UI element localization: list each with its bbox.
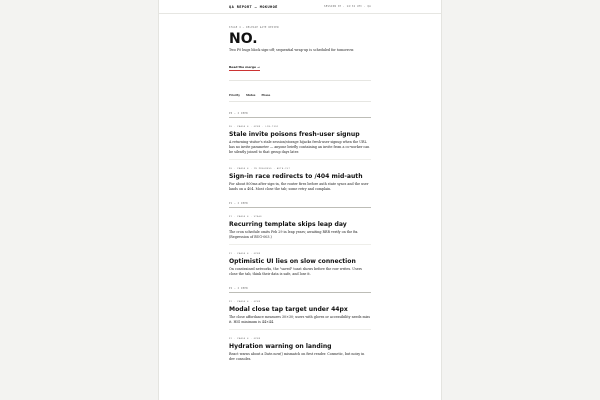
bug-card[interactable] <box>229 293 371 325</box>
bug-title[interactable]: Sign-in race redirects to /404 mid-auth <box>229 173 363 180</box>
bug-tags: P0 · PHASE 4 · OPEN · LIB-7391 <box>229 126 279 128</box>
sort-priority[interactable]: Priority <box>229 94 240 97</box>
bug-card[interactable] <box>229 118 371 155</box>
top-bar <box>159 0 441 14</box>
bug-tags: P2 · PHASE 4 · OPEN <box>229 338 261 340</box>
bug-card[interactable] <box>229 244 371 277</box>
group-p1 <box>229 202 371 277</box>
verdict-heading: NO. <box>229 31 258 47</box>
group-p0 <box>229 112 371 192</box>
brand-title: QA REPORT — MOKUHOE <box>229 4 278 9</box>
report-content <box>159 14 441 362</box>
bug-description: React warns about a Date.now() mismatch on first render. Cosmetic, but noisy in dev consoles. <box>229 352 365 361</box>
bug-tags: P1 · PHASE 4 · STAGE <box>229 216 263 218</box>
bug-title[interactable]: Stale invite poisons fresh-user signup <box>229 131 360 138</box>
group-header: P2 — 2 OPEN <box>229 287 248 290</box>
sort-phase[interactable]: Phase <box>261 94 271 97</box>
bug-description: The close affordance measures 30×30; users with gloves or accessibility needs miss it. HIG minimum is 44×44. <box>229 315 371 324</box>
bug-description: On constrained networks, the "saved" toast shows before the row writes. Users close the tab, think their data is safe, and lose it. <box>229 267 362 276</box>
bug-title[interactable]: Optimistic UI lies on slow connection <box>229 258 356 265</box>
read-the-merge-link[interactable]: Read the merge → <box>229 65 260 69</box>
report-page <box>158 0 442 400</box>
bug-title[interactable]: Recurring template skips leap day <box>229 221 347 228</box>
group-header: P0 — 2 OPEN <box>229 112 248 115</box>
session-meta: SESSION 07 · 14:32 UTC · QA <box>324 5 371 8</box>
bug-card[interactable] <box>229 208 371 240</box>
divider <box>229 101 371 102</box>
bug-tags: P2 · PHASE 4 · OPEN <box>229 301 261 303</box>
hero-kicker: STAGE 4 — RELEASE GATE REVIEW <box>229 26 279 29</box>
sort-status[interactable]: Status <box>245 94 256 97</box>
bug-tags: P1 · PHASE 4 · OPEN <box>229 253 261 255</box>
bug-tags: P0 · PHASE 4 · IN PROGRESS · AUTH-7G7 <box>229 168 291 170</box>
bug-description: For about 800ms after sign-in, the router fires before auth state syncs and the user lands on a 404. Most close the tab; some retry and complain. <box>229 182 369 191</box>
bug-description: A returning visitor's stale session/storage hijacks fresh-user signup when the URL has no invite parameter — anyone briefly containing an invite from a co-worker can be silently joined to that group days later. <box>229 140 370 154</box>
bug-title[interactable]: Modal close tap target under 44px <box>229 306 348 313</box>
bug-card[interactable] <box>229 329 371 362</box>
group-header: P1 — 2 OPEN <box>229 202 248 205</box>
bug-card[interactable] <box>229 159 371 192</box>
group-p2 <box>229 287 371 362</box>
verdict-summary: Two P0 bugs block sign-off; sequential wrap-up is scheduled for tomorrow. <box>229 48 354 52</box>
sort-controls <box>229 94 371 97</box>
bug-title[interactable]: Hydration warning on landing <box>229 343 332 350</box>
divider <box>229 80 371 81</box>
bug-description: The cron schedule omits Feb 29 in leap years; awaiting RRR verify on the fix. (Regression of BUG-003.) <box>229 230 359 239</box>
